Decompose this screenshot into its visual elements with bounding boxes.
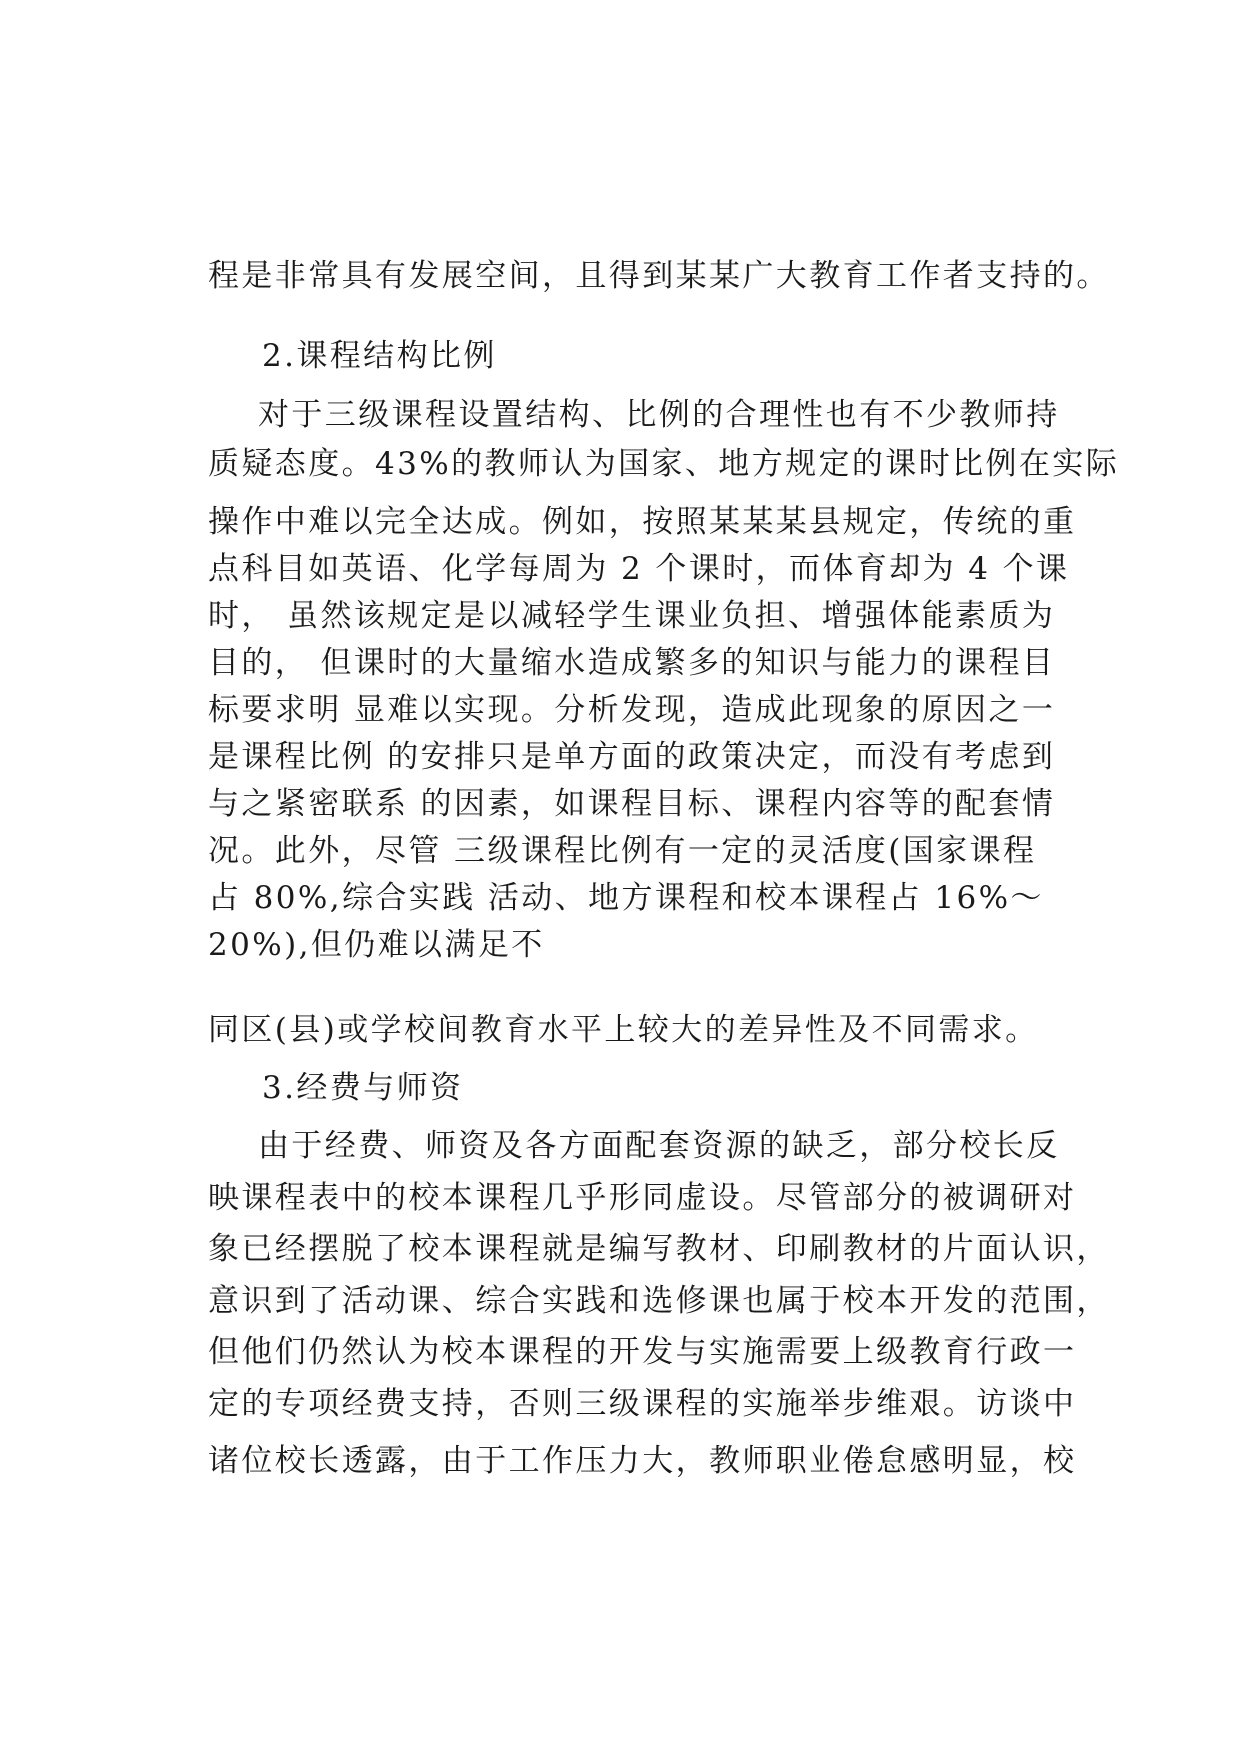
section-heading: 2.课程结构比例 [262, 338, 497, 374]
paragraph-line: 诸位校长透露，由于工作压力大，教师职业倦怠感明显，校 [208, 1443, 1077, 1479]
paragraph-line: 是课程比例 的安排只是单方面的政策决定，而没有考虑到 [208, 739, 1056, 775]
section-heading: 3.经费与师资 [262, 1070, 464, 1106]
paragraph-line: 与之紧密联系 的因素，如课程目标、课程内容等的配套情 [208, 786, 1056, 822]
paragraph-line: 20%),但仍难以满足不 [208, 927, 545, 963]
paragraph-line: 目的， 但课时的大量缩水造成繁多的知识与能力的课程目 [208, 645, 1056, 681]
paragraph-line: 操作中难以完全达成。例如，按照某某某县规定，传统的重 [208, 504, 1077, 540]
paragraph-line: 意识到了活动课、综合实践和选修课也属于校本开发的范围， [208, 1283, 1110, 1319]
paragraph-line: 程是非常具有发展空间，且得到某某广大教育工作者支持的。 [208, 258, 1110, 294]
paragraph-line: 占 80%,综合实践 活动、地方课程和校本课程占 16%～ [208, 880, 1044, 916]
paragraph-line: 对于三级课程设置结构、比例的合理性也有不少教师持 [258, 397, 1060, 433]
paragraph-line: 象已经摆脱了校本课程就是编写教材、印刷教材的片面认识， [208, 1231, 1110, 1267]
paragraph-line: 质疑态度。43%的教师认为国家、地方规定的课时比例在实际 [208, 446, 1120, 482]
paragraph-line: 点科目如英语、化学每周为 2 个课时，而体育却为 4 个课 [208, 551, 1070, 587]
paragraph-line: 时， 虽然该规定是以减轻学生课业负担、增强体能素质为 [208, 598, 1056, 634]
paragraph-line: 标要求明 显难以实现。分析发现，造成此现象的原因之一 [208, 692, 1056, 728]
paragraph-line: 映课程表中的校本课程几乎形同虚设。尽管部分的被调研对 [208, 1180, 1077, 1216]
paragraph-line: 况。此外，尽管 三级课程比例有一定的灵活度(国家课程 [208, 833, 1037, 869]
paragraph-line: 定的专项经费支持，否则三级课程的实施举步维艰。访谈中 [208, 1386, 1077, 1422]
paragraph-line: 由于经费、师资及各方面配套资源的缺乏，部分校长反 [258, 1128, 1060, 1164]
paragraph-line: 同区(县)或学校间教育水平上较大的差异性及不同需求。 [208, 1012, 1039, 1048]
paragraph-line: 但他们仍然认为校本课程的开发与实施需要上级教育行政一 [208, 1334, 1077, 1370]
